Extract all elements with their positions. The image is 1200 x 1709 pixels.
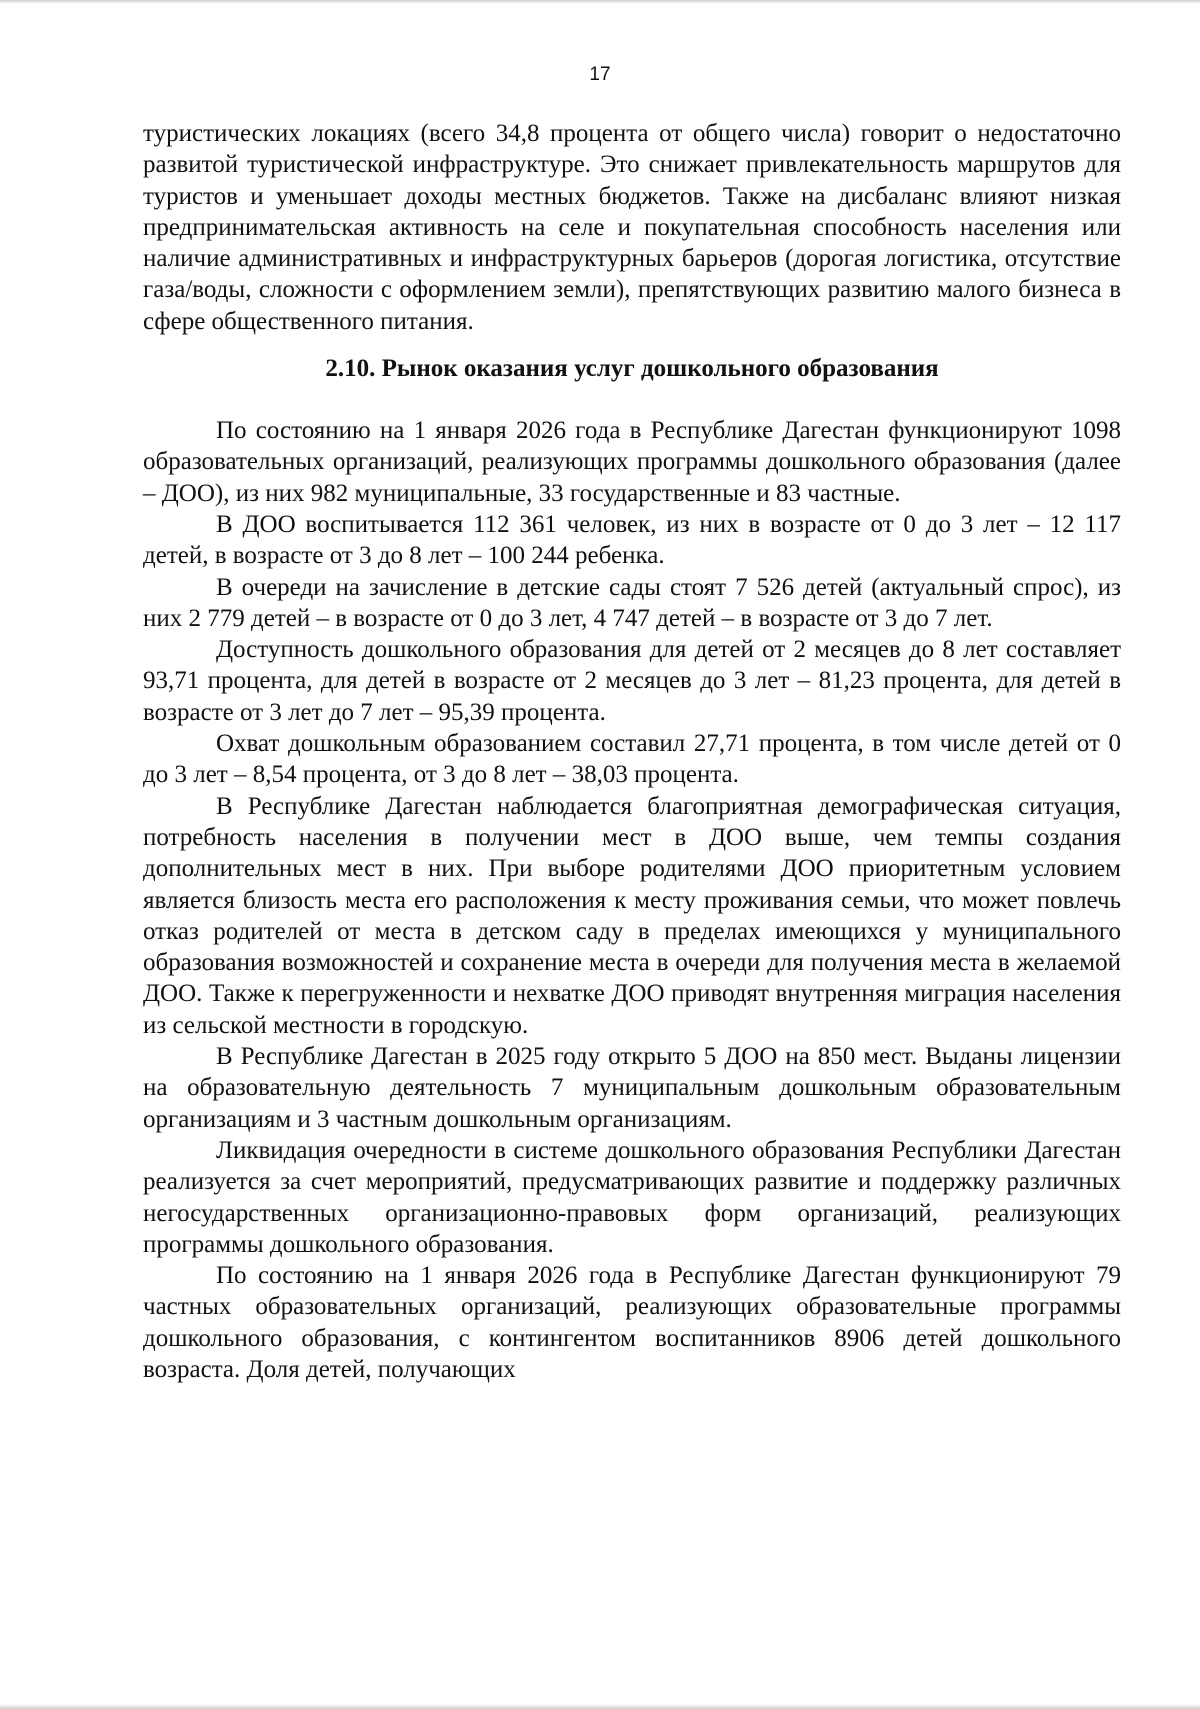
scan-edge-top [0,0,1200,4]
paragraph-3: В очереди на зачисление в детские сады стоят 7 526 детей (актуальный спрос), из них 2 779 детей – в возрасте от 0 до 3 лет, 4 747 детей – в возрасте от 3 до 7 лет. [143,573,1121,632]
document-body [143,118,1121,1385]
paragraph-6: В Республике Дагестан наблюдается благоприятная демографическая ситуация, потребность населения в получении мест в ДОО выше, чем темпы создания дополнительных мест в них. При выборе родителями ДОО приоритетным условием является близость места его расположения к месту проживания семьи, что может повлечь отказ родителей от места в детском саду в пределах имеющихся у муниципального образования возможностей и сохранение места в очереди для получения места в желаемой ДОО. Также к перегруженности и нехватке ДОО приводят внутренняя миграция населения из сельской местности в городскую. [143,792,1121,1039]
scan-edge-bottom [0,1704,1200,1709]
intro-paragraph: туристических локациях (всего 34,8 процента от общего числа) говорит о недостаточно развитой туристической инфраструктуре. Это снижает привлекательность маршрутов для туристов и уменьшает доходы местных бюджетов. Также на дисбаланс влияют низкая предпринимательская активность на селе и покупательная способность населения или наличие административных и инфраструктурных барьеров (дорогая логистика, отсутствие газа/воды, сложности с оформлением земли), препятствующих развитию малого бизнеса в сфере общественного питания. [143,120,1121,335]
paragraph-2: В ДОО воспитывается 112 361 человек, из них в возрасте от 0 до 3 лет – 12 117 детей, в возрасте от 3 до 8 лет – 100 244 ребенка. [143,510,1121,570]
page-number: 17 [589,64,611,85]
paragraph-7: В Республике Дагестан в 2025 году открыто 5 ДОО на 850 мест. Выданы лицензии на образовательную деятельность 7 муниципальным дошкольным образовательным организациям и 3 частным дошкольным организациям. [143,1043,1121,1133]
paragraph-1: По состоянию на 1 января 2026 года в Республике Дагестан функционируют 1098 образовательных организаций, реализующих программы дошкольного образования (далее – ДОО), из них 982 муниципальные, 33 государственные и 83 частные. [143,417,1121,507]
section-heading: 2.10. Рынок оказания услуг дошкольного образования [325,355,939,383]
paragraph-9: По состоянию на 1 января 2026 года в Республике Дагестан функционируют 79 частных образовательных организаций, реализующих образовательные программы дошкольного образования, с контингентом воспитанников 8906 детей дошкольного возраста. Доля детей, получающих [143,1262,1121,1383]
paragraph-4: Доступность дошкольного образования для детей от 2 месяцев до 8 лет составляет 93,71 процента, для детей в возрасте от 2 месяцев до 3 лет – 81,23 процента, для детей в возрасте от 3 лет до 7 лет – 95,39 процента. [143,636,1121,726]
paragraph-5: Охват дошкольным образованием составил 27,71 процента, в том числе детей от 0 до 3 лет – 8,54 процента, от 3 до 8 лет – 38,03 процента. [143,730,1121,789]
paragraph-8: Ликвидация очередности в системе дошкольного образования Республики Дагестан реализуется за счет мероприятий, предусматривающих развитие и поддержку различных негосударственных организационно-правовых форм организаций, реализующих программы дошкольного образования. [143,1136,1121,1258]
